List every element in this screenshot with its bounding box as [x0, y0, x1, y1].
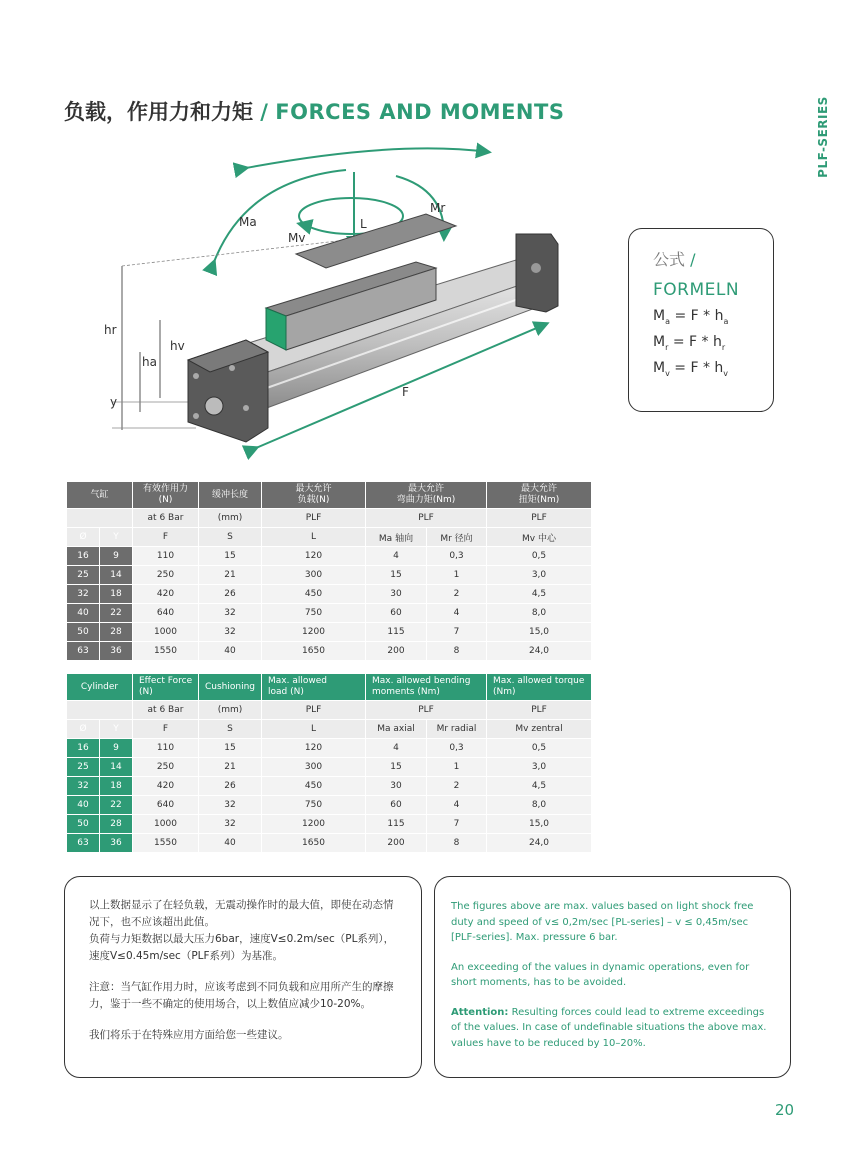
- table-cell: 15: [199, 547, 262, 566]
- table-units-cell: [67, 509, 133, 528]
- note-cn-p3: 注意：当气缸作用力时，应该考虑到不同负载和应用所产生的摩擦力，鉴于一些不确定的使用场合，以上数值应减少10-20%。: [89, 981, 394, 1010]
- table-symbol-cell: Y: [100, 720, 133, 739]
- column-header: Effect Force (N): [133, 674, 199, 701]
- table-cell: 1650: [262, 642, 366, 661]
- formula-mv: $M_v = F * h_v$: [653, 359, 729, 378]
- column-header: Cylinder: [67, 674, 133, 701]
- ma-arrow: [246, 148, 488, 168]
- table-cell: 8: [427, 834, 487, 853]
- table-symbol-cell: F: [133, 720, 199, 739]
- title-en: FORCES AND MOMENTS: [275, 100, 565, 124]
- table-cell: 40: [199, 642, 262, 661]
- table-units-cell: at 6 Bar: [133, 509, 199, 528]
- table-units-cell: PLF: [366, 509, 487, 528]
- note-en-p2: An exceeding of the values in dynamic operations, even for short moments, has to be avoided.: [451, 961, 750, 988]
- table-cell: 22: [100, 604, 133, 623]
- table-cell: 1650: [262, 834, 366, 853]
- column-header: 最大允许 负载(N): [262, 482, 366, 509]
- table-cell: 21: [199, 566, 262, 585]
- column-header: Max. allowed load (N): [262, 674, 366, 701]
- table-cell: 1: [427, 566, 487, 585]
- table-units-cell: PLF: [366, 701, 487, 720]
- table-symbol-cell: F: [133, 528, 199, 547]
- column-header: 缓冲长度: [199, 482, 262, 509]
- table-cell: 21: [199, 758, 262, 777]
- table-cell: 1200: [262, 815, 366, 834]
- table-cell: 420: [133, 777, 199, 796]
- note-en-p1: The figures above are max. values based on light shock free duty and speed of v≤ 0,2m/sec [PL-series] – v ≤ 0,45m/sec [PLF-series]. Max. pressure 6 bar.: [451, 901, 754, 943]
- label-hr: hr: [104, 323, 117, 337]
- table-cell: 50: [67, 815, 100, 834]
- table-cell: 30: [366, 777, 427, 796]
- label-ha: ha: [142, 355, 157, 369]
- table-cell: 1550: [133, 834, 199, 853]
- table-units-cell: (mm): [199, 509, 262, 528]
- table-cell: 36: [100, 642, 133, 661]
- table-cell: 63: [67, 642, 100, 661]
- label-mr: Mr: [430, 201, 446, 215]
- table-cell: 250: [133, 566, 199, 585]
- table-symbol-row: [67, 528, 592, 547]
- table-cell: 4: [427, 796, 487, 815]
- table-cell: 7: [427, 815, 487, 834]
- table-cell: 26: [199, 585, 262, 604]
- table-cell: 115: [366, 623, 427, 642]
- table-cell: 14: [100, 758, 133, 777]
- formula-ma: $M_a = F * h_a$: [653, 308, 729, 326]
- table-header-row: [67, 482, 592, 509]
- table-cell: 4: [366, 739, 427, 758]
- table-cell: 60: [366, 604, 427, 623]
- table-symbol-cell: Ø: [67, 720, 100, 739]
- page-number: 20: [775, 1101, 795, 1119]
- table-units-cell: PLF: [262, 509, 366, 528]
- table-cell: 50: [67, 623, 100, 642]
- table-cell: 15: [199, 739, 262, 758]
- table-symbol-cell: Mv zentral: [487, 720, 592, 739]
- table-cell: 15: [366, 758, 427, 777]
- label-ma: Ma: [239, 215, 257, 229]
- table-cell: 0,3: [427, 547, 487, 566]
- note-cn: [64, 876, 422, 1078]
- table-row: [67, 547, 592, 566]
- label-l: L: [360, 217, 367, 231]
- table-cell: 15,0: [487, 623, 592, 642]
- note-cn-p1: 以上数据显示了在轻负载，无震动操作时的最大值，即使在动态情况下，也不应该超出此值。: [89, 899, 394, 928]
- table-cell: 1200: [262, 623, 366, 642]
- table-symbol-cell: S: [199, 528, 262, 547]
- table-cell: 32: [199, 815, 262, 834]
- table-cell: 24,0: [487, 642, 592, 661]
- table-row: [67, 642, 592, 661]
- table-symbol-row: [67, 720, 592, 739]
- table-cell: 750: [262, 796, 366, 815]
- table-cell: 640: [133, 796, 199, 815]
- forces-table-en: [66, 673, 592, 853]
- formula-title: 公式 /: [653, 250, 696, 269]
- table-row: [67, 834, 592, 853]
- table-cell: 28: [100, 623, 133, 642]
- table-header-row: [67, 674, 592, 701]
- table-cell: 16: [67, 739, 100, 758]
- table-symbol-cell: Mr 径向: [427, 528, 487, 547]
- column-header: 最大允许 弯曲力矩(Nm): [366, 482, 487, 509]
- formula-box: [628, 228, 774, 412]
- page-title: [64, 96, 564, 126]
- table-cell: 120: [262, 547, 366, 566]
- table-units-cell: (mm): [199, 701, 262, 720]
- table-cell: 750: [262, 604, 366, 623]
- table-row: [67, 739, 592, 758]
- table-cell: 25: [67, 758, 100, 777]
- table-cell: 8: [427, 642, 487, 661]
- table-row: [67, 585, 592, 604]
- table-symbol-cell: Ma axial: [366, 720, 427, 739]
- table-cell: 9: [100, 547, 133, 566]
- table-cell: 0,3: [427, 739, 487, 758]
- table-units-row: [67, 509, 592, 528]
- column-header: 气缸: [67, 482, 133, 509]
- table-cell: 110: [133, 547, 199, 566]
- title-cn: 负载，作用力和力矩: [64, 100, 253, 124]
- table-cell: 4: [427, 604, 487, 623]
- table-row: [67, 604, 592, 623]
- table-cell: 8,0: [487, 796, 592, 815]
- table-cell: 16: [67, 547, 100, 566]
- table-cell: 1550: [133, 642, 199, 661]
- cylinder-diagram: [96, 140, 566, 460]
- table-cell: 1000: [133, 623, 199, 642]
- forces-table-cn: [66, 481, 592, 661]
- table-row: [67, 815, 592, 834]
- table-cell: 0,5: [487, 739, 592, 758]
- table-row: [67, 777, 592, 796]
- table-cell: 300: [262, 566, 366, 585]
- label-y: y: [110, 395, 118, 409]
- table-cell: 110: [133, 739, 199, 758]
- table-row: [67, 623, 592, 642]
- table-cell: 24,0: [487, 834, 592, 853]
- table-cell: 7: [427, 623, 487, 642]
- table-units-row: [67, 701, 592, 720]
- table-cell: 32: [199, 604, 262, 623]
- label-f: F: [402, 385, 409, 399]
- table-cell: 15: [366, 566, 427, 585]
- table-units-cell: PLF: [262, 701, 366, 720]
- formula-mr: $M_r = F * h_r$: [653, 333, 726, 352]
- table-cell: 450: [262, 777, 366, 796]
- table-symbol-cell: Mr radial: [427, 720, 487, 739]
- table-row: [67, 566, 592, 585]
- table-symbol-cell: Mv 中心: [487, 528, 592, 547]
- table-cell: 28: [100, 815, 133, 834]
- table-cell: 40: [67, 604, 100, 623]
- table-cell: 420: [133, 585, 199, 604]
- table-cell: 450: [262, 585, 366, 604]
- table-cell: 9: [100, 739, 133, 758]
- table-cell: 40: [199, 834, 262, 853]
- table-row: [67, 796, 592, 815]
- formula-subtitle: FORMELN: [653, 280, 740, 300]
- note-cn-p4: 我们将乐于在特殊应用方面给您一些建议。: [89, 1029, 289, 1041]
- table-cell: 2: [427, 777, 487, 796]
- table-cell: 2: [427, 585, 487, 604]
- series-tab: [812, 96, 834, 180]
- table-cell: 8,0: [487, 604, 592, 623]
- table-cell: 18: [100, 777, 133, 796]
- table-cell: 18: [100, 585, 133, 604]
- table-cell: 640: [133, 604, 199, 623]
- table-cell: 30: [366, 585, 427, 604]
- table-cell: 14: [100, 566, 133, 585]
- table-symbol-cell: Ma 轴向: [366, 528, 427, 547]
- column-header: Cushioning: [199, 674, 262, 701]
- table-cell: 120: [262, 739, 366, 758]
- column-header: Max. allowed torque (Nm): [487, 674, 592, 701]
- table-cell: 1000: [133, 815, 199, 834]
- table-cell: 32: [67, 777, 100, 796]
- table-cell: 40: [67, 796, 100, 815]
- table-cell: 200: [366, 642, 427, 661]
- table-cell: 60: [366, 796, 427, 815]
- table-units-cell: PLF: [487, 701, 592, 720]
- column-header: 最大允许 扭矩(Nm): [487, 482, 592, 509]
- note-en-p3: Attention: Resulting forces could lead to extreme exceedings of the values. In case of undefinable situations the above max. values have to be reduced by 10–20%.: [451, 1006, 767, 1049]
- table-cell: 36: [100, 834, 133, 853]
- table-cell: 25: [67, 566, 100, 585]
- table-units-cell: [67, 701, 133, 720]
- table-row: [67, 758, 592, 777]
- table-cell: 4: [366, 547, 427, 566]
- table-cell: 15,0: [487, 815, 592, 834]
- table-cell: 0,5: [487, 547, 592, 566]
- note-cn-p2: 负荷与力矩数据以最大压力6bar，速度V≤0.2m/sec（PL系列），速度V≤0.45m/sec（PLF系列）为基准。: [89, 933, 395, 962]
- table-cell: 200: [366, 834, 427, 853]
- table-cell: 63: [67, 834, 100, 853]
- table-cell: 26: [199, 777, 262, 796]
- table-cell: 32: [199, 623, 262, 642]
- table-units-cell: at 6 Bar: [133, 701, 199, 720]
- table-symbol-cell: L: [262, 528, 366, 547]
- table-cell: 22: [100, 796, 133, 815]
- table-cell: 3,0: [487, 566, 592, 585]
- table-symbol-cell: S: [199, 720, 262, 739]
- table-cell: 250: [133, 758, 199, 777]
- label-hv: hv: [170, 339, 185, 353]
- table-cell: 1: [427, 758, 487, 777]
- column-header: Max. allowed bending moments (Nm): [366, 674, 487, 701]
- table-cell: 32: [67, 585, 100, 604]
- table-symbol-cell: Ø: [67, 528, 100, 547]
- title-separator: /: [253, 100, 276, 124]
- series-tab-label: PLF-SERIES: [815, 96, 830, 178]
- table-units-cell: PLF: [487, 509, 592, 528]
- table-cell: 4,5: [487, 585, 592, 604]
- table-cell: 3,0: [487, 758, 592, 777]
- table-cell: 4,5: [487, 777, 592, 796]
- note-en: [434, 876, 791, 1078]
- column-header: 有效作用力 (N): [133, 482, 199, 509]
- table-cell: 32: [199, 796, 262, 815]
- table-symbol-cell: Y: [100, 528, 133, 547]
- table-cell: 300: [262, 758, 366, 777]
- table-symbol-cell: L: [262, 720, 366, 739]
- table-cell: 115: [366, 815, 427, 834]
- label-mv: Mv: [288, 231, 306, 245]
